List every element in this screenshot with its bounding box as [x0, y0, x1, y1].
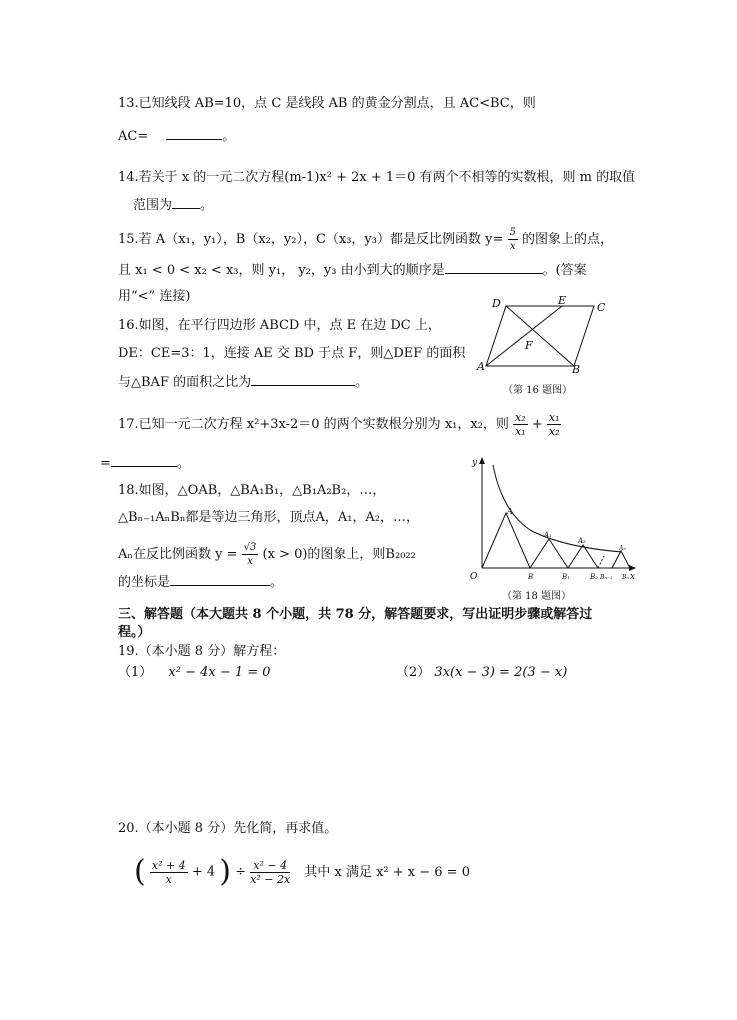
q14-answer-blank [172, 194, 200, 209]
label-an: Aₙ [619, 545, 626, 552]
dots-connector [598, 556, 604, 568]
q17-suffix: 。 [176, 456, 190, 471]
q19-part2 [396, 664, 567, 682]
q19-title: 19.（本小题 8 分）解方程： [118, 644, 286, 659]
q13-answer-blank [166, 125, 222, 140]
q17-f2-den: x₂ [548, 425, 560, 438]
x-axis-arrow-icon [629, 565, 636, 571]
label-a: A [477, 360, 485, 373]
q20-condition: 其中 x 满足 x² + x − 6 = 0 [304, 864, 470, 880]
label-bn-1: Bₙ₋₁ [600, 574, 613, 581]
q17-text-prefix: 17.已知一元二次方程 x²+3x-2＝0 的两个实数根分别为 x₁，x₂，则 [118, 417, 509, 432]
q15-line2 [118, 259, 587, 280]
label-c: C [597, 301, 606, 314]
q15-answer-blank [445, 259, 543, 274]
q17-fraction-2 [547, 411, 562, 438]
q14-line1: 14.若关于 x 的一元二次方程(m-1)x² + 2x + 1＝0 有两个不相等的实数根，则 m 的取值 [118, 170, 636, 185]
q15-line3: 用“<” 连接) [118, 289, 191, 304]
q17-equals: = [100, 456, 111, 471]
q20-f2-num: x² − 4 [250, 859, 290, 873]
q18-fraction [242, 541, 259, 568]
q20-right-paren: ) [219, 854, 231, 889]
q17-plus: + [531, 417, 543, 432]
label-b2: B₂ [590, 573, 598, 581]
q18-frac-num: √3 [243, 542, 257, 553]
q20-divide: ÷ [235, 864, 247, 880]
q16-parallelogram-figure [476, 294, 606, 404]
label-o: O [470, 572, 478, 582]
q20-fraction-1 [150, 859, 188, 886]
diagonal-bd [506, 306, 574, 366]
q15-frac-num: 5 [509, 227, 516, 238]
label-a2: A₂ [578, 537, 586, 545]
q18-answer-blank [170, 571, 270, 586]
q16-caption: （第 16 题图） [503, 385, 573, 396]
q17-answer-blank [111, 452, 177, 467]
q19-part1-equation: x² − 4x − 1 = 0 [168, 665, 271, 680]
q16-answer-blank [251, 371, 355, 386]
label-bn: Bₙ [622, 574, 629, 581]
q17-fraction-1 [513, 411, 528, 438]
label-f: F [525, 339, 533, 352]
q18-line4 [118, 571, 283, 592]
section3-heading-line2: 程。） [118, 625, 151, 640]
label-a1: A₁ [544, 531, 552, 539]
q13-suffix: 。 [222, 129, 236, 144]
q15-fraction [508, 226, 518, 253]
q20-fraction-2 [250, 859, 290, 886]
q16-ratio-text: 与△BAF 的面积之比为 [118, 375, 252, 390]
label-a: A [507, 507, 513, 516]
q20-left-paren: ( [134, 854, 146, 889]
q20-f2-den: x² − 2x [250, 872, 291, 886]
q15-frac-den: x [509, 241, 516, 252]
q18-hyperbola-figure [462, 455, 642, 605]
y-axis-arrow-icon [479, 457, 485, 464]
q15-answer-note: 。(答案 [542, 263, 587, 278]
q17-f2-num: x₁ [548, 411, 560, 424]
q19-part2-equation: 3x(x − 3) = 2(3 − x) [434, 665, 568, 680]
q20-f1-num: x² + 4 [151, 858, 186, 872]
label-e: E [558, 294, 567, 307]
label-b: B [528, 573, 534, 581]
q14-range-label: 范围为 [133, 198, 173, 213]
q15-text-suffix: 的图象上的点， [522, 232, 614, 247]
segment-ae [486, 306, 562, 366]
q16-line3 [118, 371, 368, 392]
q13-answer-prefix: AC= [118, 129, 149, 144]
section3-heading-line1: 三、解答题（本大题共 8 个小题，共 78 分，解答题要求，写出证明步骤或解答过 [118, 607, 593, 622]
label-b: B [572, 363, 581, 376]
q18-caption: （第 18 题图） [502, 591, 572, 602]
q20-expression [134, 854, 470, 889]
q18-text-suffix: (x > 0)的图象上，则B₂₀₂₂ [262, 547, 416, 562]
q16-line1: 16.如图，在平行四边形 ABCD 中，点 E 在边 DC 上， [118, 318, 441, 333]
q19-part1-label: （1） [118, 665, 153, 680]
q20-title: 20.（本小题 8 分）先化简，再求值。 [118, 821, 338, 836]
q15-text-prefix: 15.若 A（x₁，y₁），B（x₂，y₂），C（x₃，y₃）都是反比例函数 y= [118, 232, 504, 247]
q13-line2 [118, 125, 235, 146]
q14-suffix: 。 [200, 198, 214, 213]
label-y: y [472, 458, 478, 468]
q19-part1 [118, 664, 271, 682]
q17-f1-num: x₂ [515, 411, 526, 424]
q18-frac-den: x [247, 556, 253, 567]
q18-text-prefix: Aₙ在反比例函数 y = [118, 547, 238, 562]
q18-line3 [118, 541, 416, 568]
q13-line1: 13.已知线段 AB=10，点 C 是线段 AB 的黄金分割点，且 AC<BC，则 [118, 96, 536, 111]
q15-line1 [118, 226, 613, 253]
q18-suffix: 。 [270, 575, 284, 590]
q16-suffix: 。 [355, 375, 369, 390]
q17-f1-den: x₁ [515, 425, 526, 438]
label-b1: B₁ [562, 573, 570, 581]
q18-line2: △Bₙ₋₁AₙBₙ都是等边三角形，顶点A，A₁，A₂，…， [118, 510, 420, 525]
q19-part2-label: （2） [396, 665, 431, 680]
q20-plus4: + 4 [191, 864, 216, 880]
q17-line1 [118, 411, 561, 438]
q14-line2 [133, 194, 213, 215]
q18-line1: 18.如图，△OAB，△BA₁B₁，△B₁A₂B₂，…， [118, 483, 386, 498]
q20-f1-den: x [165, 872, 172, 886]
label-d: D [492, 297, 501, 310]
q18-coord-label: 的坐标是 [118, 575, 171, 590]
label-x: x [630, 572, 636, 582]
q16-line2: DE：CE=3：1，连接 AE 交 BD 于点 F，则△DEF 的面积 [118, 346, 466, 361]
q17-line2 [100, 452, 190, 473]
triangle-oab [482, 513, 530, 568]
q15-order-text: 且 x₁ < 0 < x₂ < x₃，则 y₁， y₂，y₃ 由小到大的顺序是 [118, 263, 445, 278]
triangle-bn-1anbn [612, 551, 630, 568]
triangle-ba1b1 [530, 539, 568, 568]
